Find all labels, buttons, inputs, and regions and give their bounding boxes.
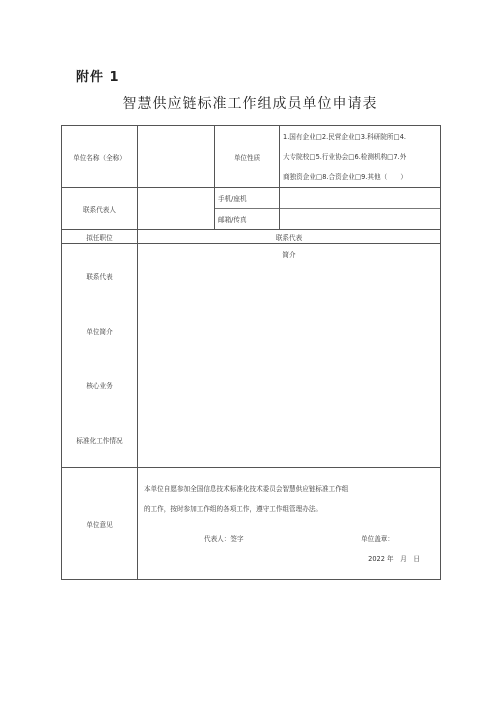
seal-label: 单位盖章： xyxy=(361,534,394,543)
unit-name-field[interactable] xyxy=(138,126,215,188)
form-title: 智慧供应链标准工作组成员单位申请表 xyxy=(122,96,378,112)
member-label: 联系代表 xyxy=(86,273,113,282)
core-business-label: 核心业务 xyxy=(86,382,113,391)
unit-nature-options[interactable] xyxy=(280,126,441,188)
pledge-line: 的工作，按时参加工作组的各项工作，遵守工作组管理办法。 xyxy=(144,504,323,513)
contact-label-cell xyxy=(215,188,280,230)
email-label: 邮箱/传真 xyxy=(218,216,247,224)
pledge-line: 本单位自愿参加全国信息技术标准化技术委员会智慧供应链标准工作组 xyxy=(144,484,349,493)
unit-name-label: 单位名称（全称） xyxy=(62,126,138,188)
signer-label: 代表人：签字 xyxy=(204,534,244,543)
opinion-field[interactable] xyxy=(138,468,441,580)
role-value[interactable]: 联系代表 xyxy=(138,230,441,244)
representative-field[interactable] xyxy=(138,188,215,230)
unit-nature-option-line: 商独资企业□8.合资企业□9.其他（ ） xyxy=(283,172,407,181)
intro-value: 简介 xyxy=(282,251,296,259)
phone-label: 手机/座机 xyxy=(215,188,279,209)
opinion-label: 单位意见 xyxy=(62,468,138,580)
unit-nature-option-line: 1.国有企业□2.民营企业□3.科研院所□4. xyxy=(283,132,406,141)
date-label: 2022 年 月 日 xyxy=(368,554,420,563)
role-label: 拟任职位 xyxy=(62,230,138,244)
attachment-label: 附件 1 xyxy=(76,70,120,85)
standardization-label: 标准化工作情况 xyxy=(76,436,123,445)
representative-label: 联系代表人 xyxy=(62,188,138,230)
email-field[interactable] xyxy=(280,209,440,229)
phone-field[interactable] xyxy=(280,188,440,209)
unit-nature-option-line: 大专院校□5.行业协会□6.检测机构□7.外 xyxy=(283,152,407,161)
contact-field-cell[interactable] xyxy=(280,188,441,230)
intro-field[interactable] xyxy=(138,244,441,468)
unit-nature-label: 单位性质 xyxy=(215,126,280,188)
left-labels-cell xyxy=(62,244,138,468)
intro-label: 单位简介 xyxy=(86,327,113,336)
application-form-table xyxy=(61,125,441,580)
